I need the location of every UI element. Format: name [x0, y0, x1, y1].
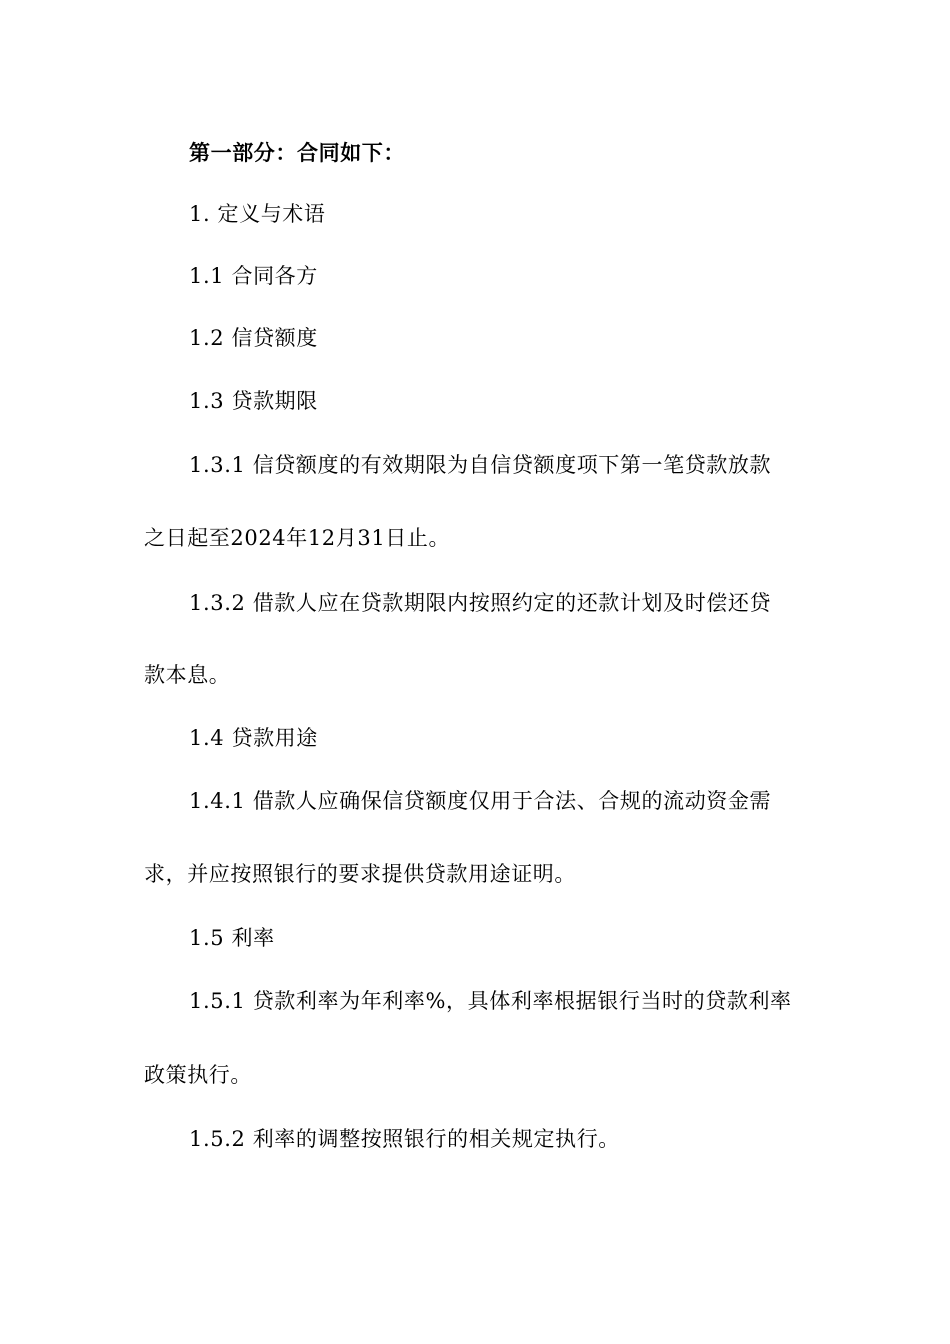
clause-1-2-title: 1.2 信贷额度	[189, 326, 318, 350]
clause-1-title: 1. 定义与术语	[189, 202, 326, 226]
clause-1-5-2-line-1: 1.5.2 利率的调整按照银行的相关规定执行。	[189, 1127, 620, 1151]
clause-1-1-title: 1.1 合同各方	[189, 264, 318, 288]
clause-1-5-1-line-1: 1.5.1 贷款利率为年利率%，具体利率根据银行当时的贷款利率	[189, 989, 792, 1013]
clause-1-4-title: 1.4 贷款用途	[189, 726, 318, 750]
clause-1-3-2-line-2: 款本息。	[144, 663, 231, 687]
clause-1-5-title: 1.5 利率	[189, 926, 275, 950]
clause-1-3-1-line-1: 1.3.1 信贷额度的有效期限为自信贷额度项下第一笔贷款放款	[189, 453, 772, 477]
clause-1-4-1-line-2: 求，并应按照银行的要求提供贷款用途证明。	[144, 862, 576, 886]
clause-1-5-1-line-2: 政策执行。	[144, 1063, 252, 1087]
clause-1-3-2-line-1: 1.3.2 借款人应在贷款期限内按照约定的还款计划及时偿还贷	[189, 591, 772, 615]
clause-1-3-1-line-2: 之日起至2024年12月31日止。	[144, 526, 451, 550]
section-heading: 第一部分：合同如下：	[189, 141, 405, 165]
clause-1-3-title: 1.3 贷款期限	[189, 389, 318, 413]
clause-1-4-1-line-1: 1.4.1 借款人应确保信贷额度仅用于合法、合规的流动资金需	[189, 789, 772, 813]
